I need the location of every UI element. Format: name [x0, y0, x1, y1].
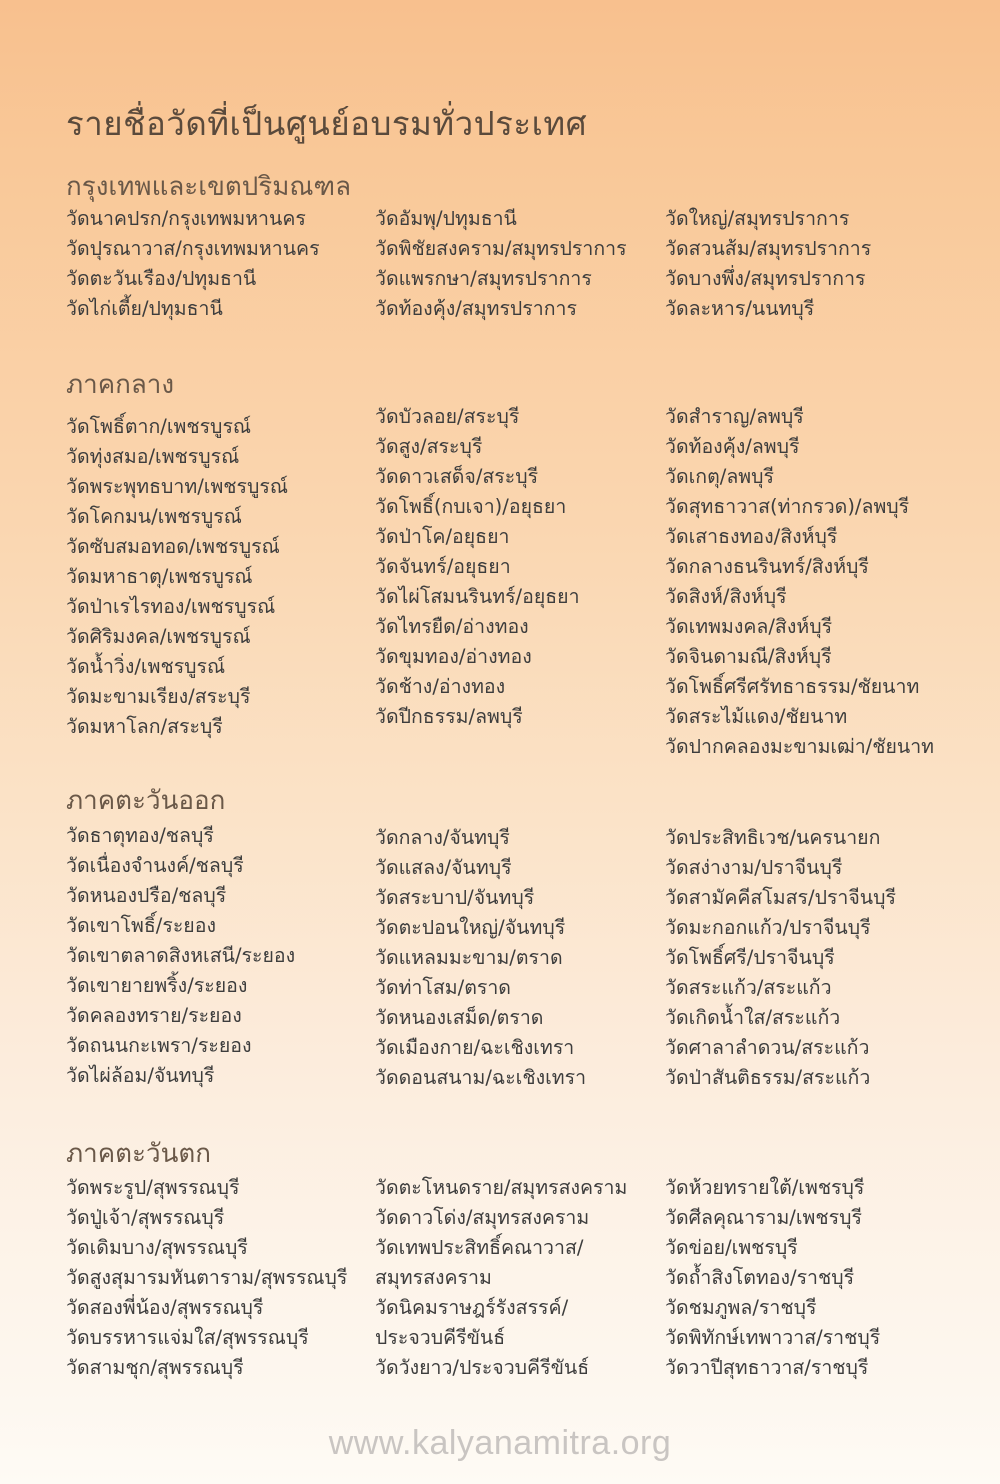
- temple-entry: วัดเกิดน้ำใส/สระแก้ว: [665, 1006, 841, 1029]
- temple-entry: วัดสระแก้ว/สระแก้ว: [665, 976, 832, 999]
- temple-entry: วัดละหาร/นนทบุรี: [665, 297, 815, 320]
- temple-entry: วัดพิชัยสงคราม/สมุทรปราการ: [375, 237, 627, 260]
- column-1: [66, 204, 320, 324]
- temple-entry: วัดข่อย/เพชรบุรี: [665, 1236, 798, 1259]
- section-title: ภาคกลาง: [66, 370, 175, 400]
- page-title: รายชื่อวัดที่เป็นศูนย์อบรมทั่วประเทศ: [66, 104, 588, 143]
- temple-entry: วัดป่าโค/อยุธยา: [375, 525, 510, 548]
- temple-entry: วัดท้องคุ้ง/สมุทรปราการ: [375, 297, 577, 320]
- temple-entry: วัดคลองทราย/ระยอง: [66, 1004, 242, 1027]
- temple-entry: วัดเทพประสิทธิ์คณาวาส/: [375, 1236, 584, 1259]
- temple-entry: วัดไก่เตี้ย/ปทุมธานี: [66, 297, 223, 320]
- temple-entry: วัดศิริมงคล/เพชรบูรณ์: [66, 625, 251, 648]
- section-title: กรุงเทพและเขตปริมณฑล: [66, 172, 352, 202]
- column-2: [375, 204, 627, 324]
- temple-entry: วัดสองพี่น้อง/สุพรรณบุรี: [66, 1296, 264, 1319]
- temple-entry: วัดกลาง/จันทบุรี: [375, 826, 510, 849]
- temple-entry: วัดสูง/สระบุรี: [375, 435, 483, 458]
- temple-entry: วัดหนองปรือ/ชลบุรี: [66, 884, 227, 907]
- temple-entry: วัดดาวโด่ง/สมุทรสงคราม: [375, 1206, 590, 1229]
- column-3: [665, 823, 896, 1093]
- temple-entry: วัดตะวันเรือง/ปทุมธานี: [66, 267, 257, 290]
- temple-entry: วัดชมภูพล/ราชบุรี: [665, 1296, 817, 1319]
- temple-entry: วัดป่าเรไรทอง/เพชรบูรณ์: [66, 595, 276, 618]
- column-2: [375, 1173, 627, 1383]
- website-footer: www.kalyanamitra.org: [328, 1424, 672, 1462]
- temple-entry: วัดเขายายพริ้ง/ระยอง: [66, 974, 248, 997]
- temple-entry: วัดวังยาว/ประจวบคีรีขันธ์: [375, 1356, 590, 1379]
- temple-entry: วัดสิงห์/สิงห์บุรี: [665, 585, 787, 608]
- temple-entry: วัดบรรหารแจ่มใส/สุพรรณบุรี: [66, 1326, 309, 1349]
- column-3: [665, 1173, 880, 1383]
- temple-entry: วัดสระไม้แดง/ชัยนาท: [665, 705, 848, 728]
- temple-entry: วัดปุรณาวาส/กรุงเทพมหานคร: [66, 237, 320, 260]
- temple-entry: วัดพระพุทธบาท/เพชรบูรณ์: [66, 475, 288, 498]
- temple-entry: วัดตะโหนดราย/สมุทรสงคราม: [375, 1176, 628, 1199]
- temple-entry: วัดแสลง/จันทบุรี: [375, 856, 512, 879]
- temple-entry: วัดขุมทอง/อ่างทอง: [375, 645, 532, 668]
- temple-entry: วัดหนองเสม็ด/ตราด: [375, 1006, 544, 1029]
- temple-entry: วัดห้วยทรายใต้/เพชรบุรี: [665, 1176, 865, 1199]
- temple-entry: วัดปีกธรรม/ลพบุรี: [375, 705, 523, 728]
- column-3: [665, 204, 871, 324]
- temple-entry: วัดเทพมงคล/สิงห์บุรี: [665, 615, 833, 638]
- temple-entry: วัดสูงสุมารมหันตาราม/สุพรรณบุรี: [66, 1266, 348, 1289]
- column-1: [66, 821, 295, 1091]
- temple-entry: วัดถ้ำสิงโตทอง/ราชบุรี: [665, 1266, 855, 1289]
- temple-entry: วัดสามชุก/สุพรรณบุรี: [66, 1356, 244, 1379]
- temple-entry: วัดพิทักษ์เทพาวาส/ราชบุรี: [665, 1326, 881, 1349]
- temple-entry: วัดแหลมมะขาม/ตราด: [375, 946, 563, 969]
- column-2: [375, 402, 580, 732]
- temple-entry: วัดเดิมบาง/สุพรรณบุรี: [66, 1236, 248, 1259]
- section-title: ภาคตะวันออก: [66, 786, 226, 816]
- temple-entry: วัดนาคปรก/กรุงเทพมหานคร: [66, 207, 306, 230]
- temple-entry: วัดนิคมราษฎร์รังสรรค์/: [375, 1296, 569, 1319]
- temple-entry: วัดประสิทธิเวช/นครนายก: [665, 826, 881, 849]
- temple-entry: วัดศีลคุณาราม/เพชรบุรี: [665, 1206, 862, 1229]
- temple-entry: วัดอัมพุ/ปทุมธานี: [375, 207, 517, 230]
- temple-entry: วัดโพธิ์ตาก/เพชรบูรณ์: [66, 415, 252, 438]
- temple-entry: วัดบางพึ่ง/สมุทรปราการ: [665, 267, 866, 290]
- temple-entry: วัดโพธิ์ศรีศรัทธาธรรม/ชัยนาท: [665, 675, 920, 698]
- temple-entry: วัดโพธิ์(กบเจา)/อยุธยา: [375, 495, 567, 518]
- temple-entry: วัดมะกอกแก้ว/ปราจีนบุรี: [665, 916, 871, 939]
- temple-entry: วัดสุทธาวาส(ท่ากรวด)/ลพบุรี: [665, 495, 910, 518]
- column-2: [375, 823, 586, 1093]
- temple-entry: วัดแพรกษา/สมุทรปราการ: [375, 267, 592, 290]
- temple-entry: วัดใหญ่/สมุทรปราการ: [665, 207, 850, 230]
- temple-entry: วัดดอนสนาม/ฉะเชิงเทรา: [375, 1066, 587, 1089]
- temple-entry: วัดเขาตลาดสิงหเสนี/ระยอง: [66, 944, 296, 967]
- temple-entry: วัดมะขามเรียง/สระบุรี: [66, 685, 251, 708]
- temple-entry: วัดเนื่องจำนงค์/ชลบุรี: [66, 854, 244, 877]
- temple-entry: วัดศาลาลำดวน/สระแก้ว: [665, 1036, 870, 1059]
- column-1: [66, 1173, 347, 1383]
- temple-entry: วัดท้องคุ้ง/ลพบุรี: [665, 435, 800, 458]
- column-1: [66, 412, 288, 742]
- temple-entry: วัดซับสมอทอด/เพชรบูรณ์: [66, 535, 280, 558]
- temple-entry: วัดเกตุ/ลพบุรี: [665, 465, 774, 488]
- temple-entry: วัดสามัคคีสโมสร/ปราจีนบุรี: [665, 886, 896, 909]
- temple-entry: วัดมหาโลก/สระบุรี: [66, 715, 223, 738]
- temple-entry: สมุทรสงคราม: [375, 1266, 492, 1289]
- temple-entry: วัดถนนกะเพรา/ระยอง: [66, 1034, 252, 1057]
- temple-entry: วัดตะปอนใหญ่/จันทบุรี: [375, 916, 566, 939]
- temple-entry: วัดโคกมน/เพชรบูรณ์: [66, 505, 242, 528]
- temple-entry: วัดสวนส้ม/สมุทรปราการ: [665, 237, 872, 260]
- temple-entry: วัดไทรยืด/อ่างทอง: [375, 615, 529, 638]
- temple-entry: วัดสระบาป/จันทบุรี: [375, 886, 535, 909]
- temple-entry: วัดสง่างาม/ปราจีนบุรี: [665, 856, 843, 879]
- temple-entry: วัดเขาโพธิ์/ระยอง: [66, 914, 216, 937]
- temple-entry: วัดน้ำวิ่ง/เพชรบูรณ์: [66, 655, 226, 678]
- column-3: [665, 402, 934, 762]
- temple-entry: วัดดาวเสด็จ/สระบุรี: [375, 465, 539, 488]
- temple-entry: วัดปู่เจ้า/สุพรรณบุรี: [66, 1206, 225, 1229]
- temple-entry: วัดบัวลอย/สระบุรี: [375, 405, 520, 428]
- temple-entry: วัดกลางธนรินทร์/สิงห์บุรี: [665, 555, 869, 578]
- temple-entry: ประจวบคีรีขันธ์: [375, 1326, 506, 1349]
- temple-entry: วัดมหาธาตุ/เพชรบูรณ์: [66, 565, 253, 588]
- temple-entry: วัดธาตุทอง/ชลบุรี: [66, 824, 214, 847]
- temple-entry: วัดเมืองกาย/ฉะเชิงเทรา: [375, 1036, 575, 1059]
- section-title: ภาคตะวันตก: [66, 1139, 211, 1169]
- temple-entry: วัดวาปีสุทธาวาส/ราชบุรี: [665, 1356, 869, 1379]
- temple-entry: วัดจินดามณี/สิงห์บุรี: [665, 645, 832, 668]
- temple-entry: วัดจันทร์/อยุธยา: [375, 555, 511, 578]
- temple-entry: วัดสำราญ/ลพบุรี: [665, 405, 804, 428]
- temple-entry: วัดท่าโสม/ตราด: [375, 976, 511, 999]
- temple-entry: วัดปากคลองมะขามเฒ่า/ชัยนาท: [665, 735, 935, 758]
- temple-entry: วัดไผ่โสมนรินทร์/อยุธยา: [375, 585, 580, 608]
- temple-entry: วัดช้าง/อ่างทอง: [375, 675, 506, 698]
- temple-entry: วัดโพธิ์ศรี/ปราจีนบุรี: [665, 946, 835, 969]
- temple-entry: วัดป่าสันติธรรม/สระแก้ว: [665, 1066, 871, 1089]
- temple-entry: วัดทุ่งสมอ/เพชรบูรณ์: [66, 445, 240, 468]
- temple-entry: วัดเสาธงทอง/สิงห์บุรี: [665, 525, 838, 548]
- temple-entry: วัดไผ่ล้อม/จันทบุรี: [66, 1064, 215, 1087]
- temple-entry: วัดพระรูป/สุพรรณบุรี: [66, 1176, 240, 1199]
